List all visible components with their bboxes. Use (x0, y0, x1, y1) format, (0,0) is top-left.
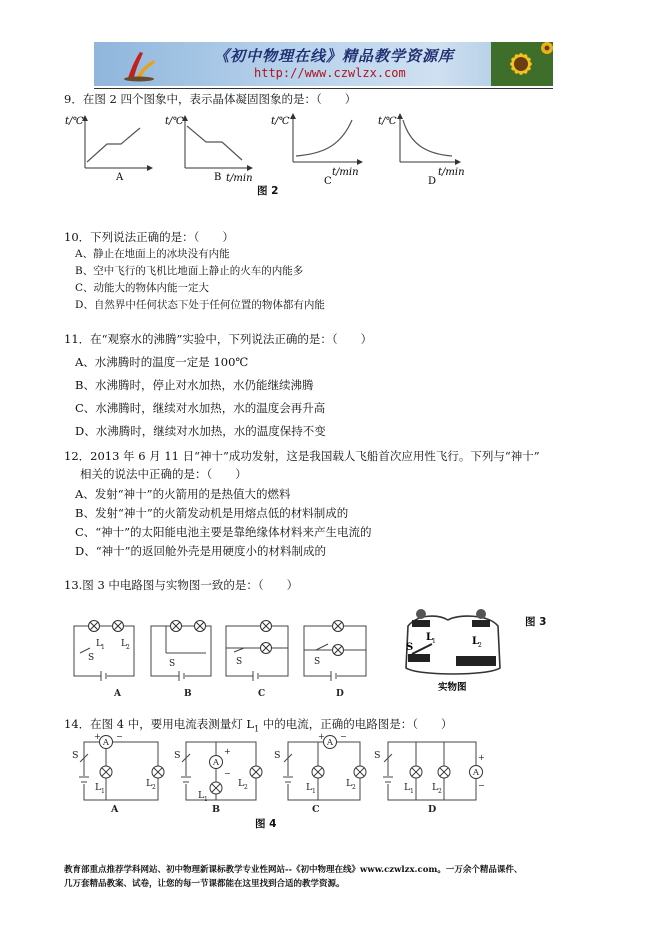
graph-a-ylabel: t/℃ (65, 116, 84, 127)
q10-option-a[interactable]: A、静止在地面上的冰块没有内能 (75, 248, 230, 260)
c14d-plus: + (478, 753, 485, 762)
c14b-ammeter: A (212, 758, 220, 768)
figure-2-caption: 图 2 (257, 185, 279, 197)
c14a-l2-sub: 2 (152, 784, 156, 791)
c14a-minus: − (116, 732, 123, 741)
c13c-switch: S (236, 657, 243, 667)
c14a-switch: S (72, 750, 79, 761)
figure-3-caption: 图 3 (525, 616, 547, 628)
q11-option-c[interactable]: C、水沸腾时，继续对水加热，水的温度会再升高 (75, 401, 326, 415)
q14-circuit-diagrams (66, 732, 496, 816)
c14c-plus: + (318, 732, 325, 741)
banner-title: 《初中物理在线》精品教学资源库 (214, 47, 455, 65)
graph-c-ylabel: t/℃ (271, 116, 290, 127)
circuit-13c (226, 626, 288, 681)
c14a-plus: + (94, 732, 101, 741)
c13d-switch: S (314, 657, 321, 667)
q11-option-a[interactable]: A、水沸腾时的温度一定是 100℃ (75, 355, 249, 369)
c13a-l1: L (96, 639, 102, 649)
c13a-l2: L (121, 639, 127, 649)
c14a-ammeter: A (102, 738, 110, 748)
c14c-l1: L (306, 782, 313, 793)
c14d-minus: − (478, 781, 485, 790)
c14c-ammeter: A (326, 738, 334, 748)
q14-text-before: 14．在图 4 中，要用电流表测量灯 L (64, 717, 255, 731)
banner-url[interactable]: http://www.czwlzx.com (254, 66, 406, 80)
c14d-l1: L (404, 782, 411, 793)
c13a-switch: S (88, 653, 95, 663)
real-circuit-label: 实物图 (438, 682, 467, 693)
circuit-14a (79, 742, 158, 800)
c14b-l1-sub: 1 (204, 796, 208, 803)
real-l1: L (426, 632, 434, 643)
q14-text-after: 中的电流，正确的电路图是：（ ） (259, 717, 453, 731)
c14d-ammeter: A (472, 768, 480, 778)
c13a-l2-sub: 2 (126, 644, 130, 651)
q10-option-c[interactable]: C、动能大的物体内能一定大 (75, 282, 210, 294)
q9-graphs (60, 110, 480, 190)
q12-option-c[interactable]: C、“神十”的太阳能电池主要是靠绝缘体材料来产生电流的 (75, 525, 372, 539)
q12-option-b[interactable]: B、发射“神十”的火箭发动机是用熔点低的材料制成的 (75, 506, 349, 520)
real-l2-sub: 2 (478, 642, 482, 649)
q11-option-d[interactable]: D、水沸腾时，继续对水加热，水的温度保持不变 (75, 424, 326, 438)
footer-line-1: 教育部重点推荐学科网站、初中物理新课标教学专业性网站--《初中物理在线》www.czwlzx.com。一万余个精品课件、 (64, 865, 523, 875)
c14b-letter: B (212, 804, 221, 815)
figure-4-caption: 图 4 (255, 818, 277, 830)
question-11: 11．在“观察水的沸腾”实验中，下列说法正确的是：（ ） (64, 332, 373, 346)
c14b-switch: S (174, 750, 181, 761)
c13b-switch: S (169, 659, 176, 669)
c14b-l1: L (198, 790, 205, 801)
site-logo-icon (122, 48, 158, 82)
c14c-l2-sub: 2 (352, 784, 356, 791)
header-banner (94, 42, 553, 86)
c14c-switch: S (274, 750, 281, 761)
c14c-l2: L (346, 778, 353, 789)
q11-option-b[interactable]: B、水沸腾时，停止对水加热，水仍能继续沸腾 (75, 378, 314, 392)
c14a-l1: L (95, 782, 102, 793)
c13a-letter: A (114, 689, 121, 698)
c13d-letter: D (336, 689, 344, 698)
c14b-l2-sub: 2 (244, 784, 248, 791)
circuit-13a (74, 626, 134, 681)
question-12-line2: 相关的说法中正确的是：（ ） (80, 467, 247, 481)
real-l2: L (472, 636, 480, 647)
c14a-l2: L (146, 778, 153, 789)
c14d-l1-sub: 1 (410, 788, 414, 795)
question-12-line1: 12．2013 年 6 月 11 日“神十”成功发射，这是我国载人飞船首次应用性飞行。下列与“神十” (64, 449, 540, 463)
c14d-l2-sub: 2 (438, 788, 442, 795)
real-switch: S (406, 642, 414, 653)
c14c-letter: C (312, 804, 320, 815)
graph-b-letter: B (214, 172, 222, 183)
real-l1-sub: 1 (432, 638, 436, 645)
footer-line-2: 几万套精品教案、试卷，让您的每一节课都能在这里找到合适的教学资源。 (64, 879, 345, 889)
c13b-letter: B (184, 689, 192, 698)
q14-text-sub: 1 (254, 724, 260, 734)
c14c-l1-sub: 1 (312, 788, 316, 795)
c14c-minus: − (340, 732, 347, 741)
header-rule (94, 88, 553, 89)
c14d-switch: S (374, 750, 381, 761)
graph-c-letter: C (324, 176, 332, 187)
graph-b-ylabel: t/℃ (165, 116, 184, 127)
q10-option-b[interactable]: B、空中飞行的飞机比地面上静止的火车的内能多 (75, 265, 304, 277)
c14b-plus: + (224, 747, 231, 756)
c14b-l2: L (238, 778, 245, 789)
real-circuit-image (398, 606, 510, 696)
question-9: 9．在图 2 四个图象中，表示晶体凝固图象的是：（ ） (64, 92, 357, 106)
graph-a-letter: A (116, 172, 124, 183)
c13a-l1-sub: 1 (101, 644, 105, 651)
circuit-13b (151, 626, 211, 681)
graph-d-ylabel: t/℃ (378, 116, 397, 127)
question-13: 13.图 3 中电路图与实物图一致的是：（ ） (64, 578, 299, 592)
c14b-minus: − (224, 769, 231, 778)
q13-circuit-diagrams (66, 608, 376, 698)
graph-c-xlabel: t/min (332, 167, 359, 178)
graph-d (378, 114, 465, 187)
sunflower-image (491, 42, 553, 86)
q12-option-a[interactable]: A、发射“神十”的火箭用的是热值大的燃料 (75, 487, 291, 501)
c14d-letter: D (428, 804, 437, 815)
c13c-letter: C (258, 689, 266, 698)
q10-option-d[interactable]: D、自然界中任何状态下处于任何位置的物体都有内能 (75, 299, 325, 311)
graph-a (65, 116, 152, 183)
graph-b (165, 116, 253, 184)
c14a-l1-sub: 1 (101, 788, 105, 795)
c14a-letter: A (111, 804, 119, 815)
graph-d-xlabel: t/min (438, 167, 465, 178)
q12-option-d[interactable]: D、“神十”的返回舱外壳是用硬度小的材料制成的 (75, 544, 326, 558)
question-10: 10．下列说法正确的是：（ ） (64, 230, 234, 244)
graph-c (271, 114, 362, 187)
graph-b-xlabel: t/min (226, 173, 253, 184)
graph-d-letter: D (428, 176, 437, 187)
circuit-14d (383, 742, 476, 800)
c14d-l2: L (432, 782, 439, 793)
